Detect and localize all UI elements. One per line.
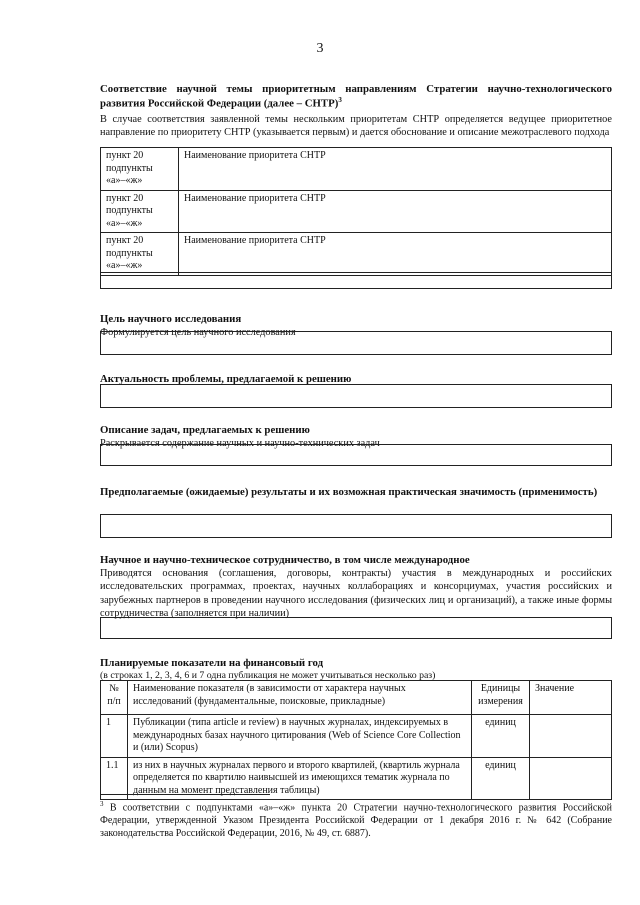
snitr-section xyxy=(100,82,612,139)
indicators-table-wrap xyxy=(100,680,612,800)
table-row xyxy=(101,233,612,276)
priority-name-cell[interactable]: Наименование приоритета СНТР xyxy=(179,190,612,233)
footnote-ref: 3 xyxy=(338,96,342,105)
goal-field[interactable] xyxy=(100,331,612,355)
indicators-note: (в строках 1, 2, 3, 4, 6 и 7 одна публикация не может учитываться несколько раз) xyxy=(100,670,436,682)
indicators-section xyxy=(100,656,612,683)
footnote-text: В соответствии с подпунктами «а»–«ж» пункта 20 Стратегии научно-технологического развития Российской Федерации, утвержденной Указом Президента Российской Федерации от 1 декабря 2016 г. № 642 (Собрание законодательства Российской Федерации, 2016, № 49, ст. 6887). xyxy=(100,802,613,840)
priority-point-cell: пункт 20 подпункты «а»–«ж» xyxy=(101,148,179,191)
snitr-description: В случае соответствия заявленной темы нескольким приоритетам СНТР определяется ведущее приоритетное направление по приоритету СНТР (указывается первым) и дается обоснование и описание межотраслевого подхода xyxy=(100,113,612,139)
indicators-table xyxy=(100,680,612,800)
snitr-justification-field[interactable] xyxy=(100,272,612,289)
header-name: Наименование показателя (в зависимости от характера научных исследований (фундаментальные, поисковые, прикладные) xyxy=(128,681,472,715)
results-field[interactable] xyxy=(100,514,612,538)
relevance-field[interactable] xyxy=(100,384,612,408)
row-num: 1 xyxy=(101,715,128,758)
indicators-title: Планируемые показатели на финансовый год xyxy=(100,657,324,669)
priority-name-cell[interactable]: Наименование приоритета СНТР xyxy=(179,148,612,191)
cooperation-field[interactable] xyxy=(100,617,612,639)
footnote xyxy=(100,800,612,840)
header-unit: Единицы измерения xyxy=(472,681,530,715)
priority-point-cell: пункт 20 подпункты «а»–«ж» xyxy=(101,233,179,276)
cooperation-title: Научное и научно-техническое сотрудничество, в том числе международное xyxy=(100,554,470,566)
priority-point-cell: пункт 20 подпункты «а»–«ж» xyxy=(101,190,179,233)
footnote-mark: 3 xyxy=(100,800,104,808)
goal-description: Формулируется цель научного исследования xyxy=(100,327,296,339)
tasks-description: Раскрывается содержание научных и научно-технических задач xyxy=(100,438,380,450)
row-value-field[interactable] xyxy=(530,757,612,800)
row-value-field[interactable] xyxy=(530,715,612,758)
table-row xyxy=(101,148,612,191)
table-row xyxy=(101,190,612,233)
results-title: Предполагаемые (ожидаемые) результаты и их возможная практическая значимость (применимость) xyxy=(100,486,598,498)
row-unit: единиц xyxy=(472,757,530,800)
table-row xyxy=(101,715,612,758)
relevance-title: Актуальность проблемы, предлагаемой к решению xyxy=(100,373,352,385)
priority-name-cell[interactable]: Наименование приоритета СНТР xyxy=(179,233,612,276)
row-name: из них в научных журналах первого и второго квартилей, (квартиль журнала определяется по квартилю наивысшей из имеющихся тематик журнала по данным на момент представления таблицы) xyxy=(128,757,472,800)
row-unit: единиц xyxy=(472,715,530,758)
row-name: Публикации (типа article и review) в научных журналах, индексируемых в международных базах научного цитирования (Web of Science Core Collection и (или) Scopus) xyxy=(128,715,472,758)
header-num: № п/п xyxy=(101,681,128,715)
row-num: 1.1 xyxy=(101,757,128,800)
footnote-divider xyxy=(100,794,270,795)
tasks-field[interactable] xyxy=(100,444,612,466)
snitr-table xyxy=(100,147,612,276)
goal-title: Цель научного исследования xyxy=(100,313,242,325)
snitr-title: Соответствие научной темы приоритетным направлениям Стратегии научно-технологического развития Российской Федерации (далее – СНТР)$^3$ xyxy=(100,83,612,110)
snitr-table-wrap xyxy=(100,147,612,276)
table-header-row xyxy=(101,681,612,715)
header-value: Значение xyxy=(530,681,612,715)
tasks-title: Описание задач, предлагаемых к решению xyxy=(100,424,310,436)
cooperation-description: Приводятся основания (соглашения, договоры, контракты) участия в международных и российских исследовательских программах, проектах, научных коллаборациях и консорциумах, участия российских и зарубежных партнеров в проведении научного исследования (физических лиц и организаций), а также иные формы сотрудничества (заполняется при наличии) xyxy=(100,568,612,620)
results-section xyxy=(100,485,612,499)
page-number: 3 xyxy=(316,41,324,56)
cooperation-section xyxy=(100,553,612,621)
